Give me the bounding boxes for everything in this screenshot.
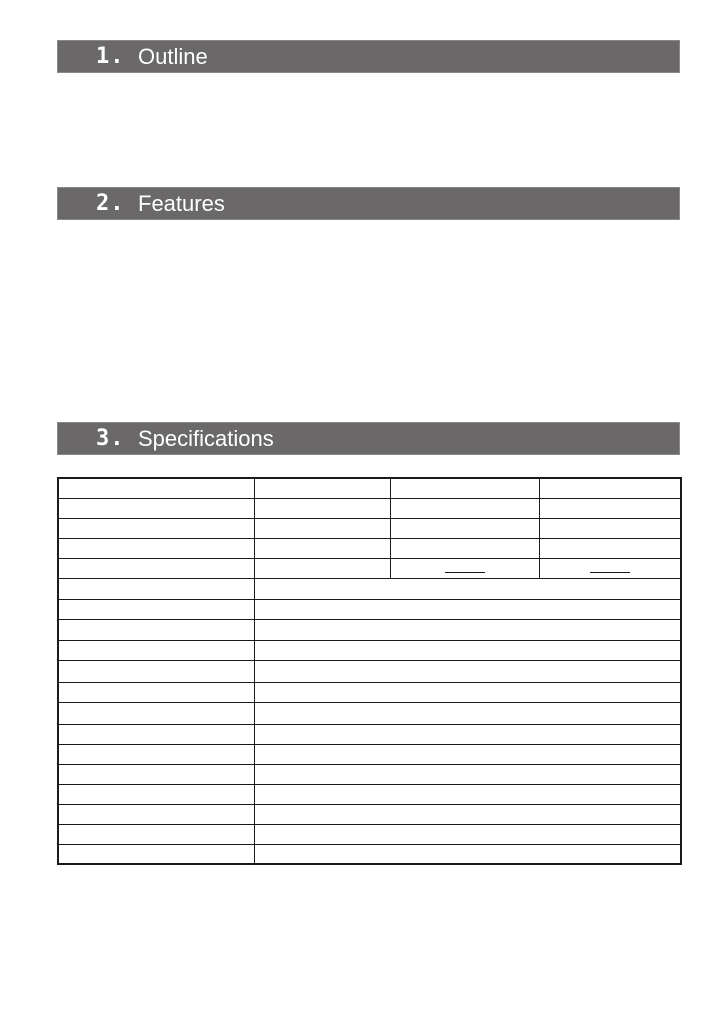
table-cell: [58, 558, 254, 578]
table-row: [58, 804, 681, 824]
table-row: [58, 538, 681, 558]
table-cell: [254, 660, 681, 682]
table-cell: [58, 498, 254, 518]
table-cell: [390, 498, 539, 518]
table-row: [58, 784, 681, 804]
table-cell: [58, 784, 254, 804]
table-cell: [254, 578, 681, 599]
table-cell: [254, 619, 681, 640]
table-cell: [58, 538, 254, 558]
table-cell: [58, 640, 254, 660]
section-header-outline: [57, 40, 680, 73]
table-cell: [539, 518, 681, 538]
table-cell: [254, 844, 681, 864]
table-cell: [254, 804, 681, 824]
table-row: [58, 558, 681, 578]
table-cell: [254, 724, 681, 744]
table-cell: [58, 619, 254, 640]
table-row: [58, 724, 681, 744]
table-row: [58, 640, 681, 660]
table-cell: [58, 702, 254, 724]
table-cell: [254, 599, 681, 619]
table-cell: [58, 844, 254, 864]
table-cell: [254, 702, 681, 724]
table-cell: [254, 518, 390, 538]
table-cell: [254, 538, 390, 558]
table-cell: [58, 804, 254, 824]
table-row: [58, 498, 681, 518]
table-cell: [254, 682, 681, 702]
section-number: 1.: [96, 44, 125, 69]
table-row: [58, 744, 681, 764]
section-number: 2.: [96, 191, 125, 216]
table-cell: [58, 578, 254, 599]
table-row: [58, 844, 681, 864]
table-cell: [254, 744, 681, 764]
table-cell: [58, 764, 254, 784]
table-cell: [254, 824, 681, 844]
table-cell: [390, 538, 539, 558]
table-row: [58, 660, 681, 682]
table-cell: [58, 660, 254, 682]
section-title: Features: [138, 190, 225, 216]
table-row: [58, 578, 681, 599]
specifications-table: [57, 477, 682, 865]
table-cell: [58, 478, 254, 498]
table-cell: [254, 764, 681, 784]
table-row: [58, 702, 681, 724]
table-row: [58, 518, 681, 538]
table-cell: [390, 558, 539, 578]
table-row: [58, 764, 681, 784]
section-title: Outline: [138, 43, 208, 69]
section-number: 3.: [96, 426, 125, 451]
table-cell: [58, 518, 254, 538]
table-cell: [539, 498, 681, 518]
table-cell: [254, 558, 390, 578]
table-cell: [254, 784, 681, 804]
dash-mark: [590, 572, 630, 573]
table-cell: [539, 558, 681, 578]
table-cell: [58, 682, 254, 702]
table-cell: [390, 518, 539, 538]
table-row: [58, 619, 681, 640]
table-cell: [254, 640, 681, 660]
table-cell: [58, 724, 254, 744]
table-cell: [58, 599, 254, 619]
section-title: Specifications: [138, 425, 274, 451]
table-cell: [254, 498, 390, 518]
table-row: [58, 599, 681, 619]
dash-mark: [445, 572, 485, 573]
table-row: [58, 824, 681, 844]
table-cell: [254, 478, 390, 498]
section-header-features: [57, 187, 680, 220]
table-cell: [58, 824, 254, 844]
table-cell: [390, 478, 539, 498]
table-cell: [539, 538, 681, 558]
table-row: [58, 682, 681, 702]
section-header-specifications: [57, 422, 680, 455]
table-row: [58, 478, 681, 498]
table-cell: [58, 744, 254, 764]
table-cell: [539, 478, 681, 498]
